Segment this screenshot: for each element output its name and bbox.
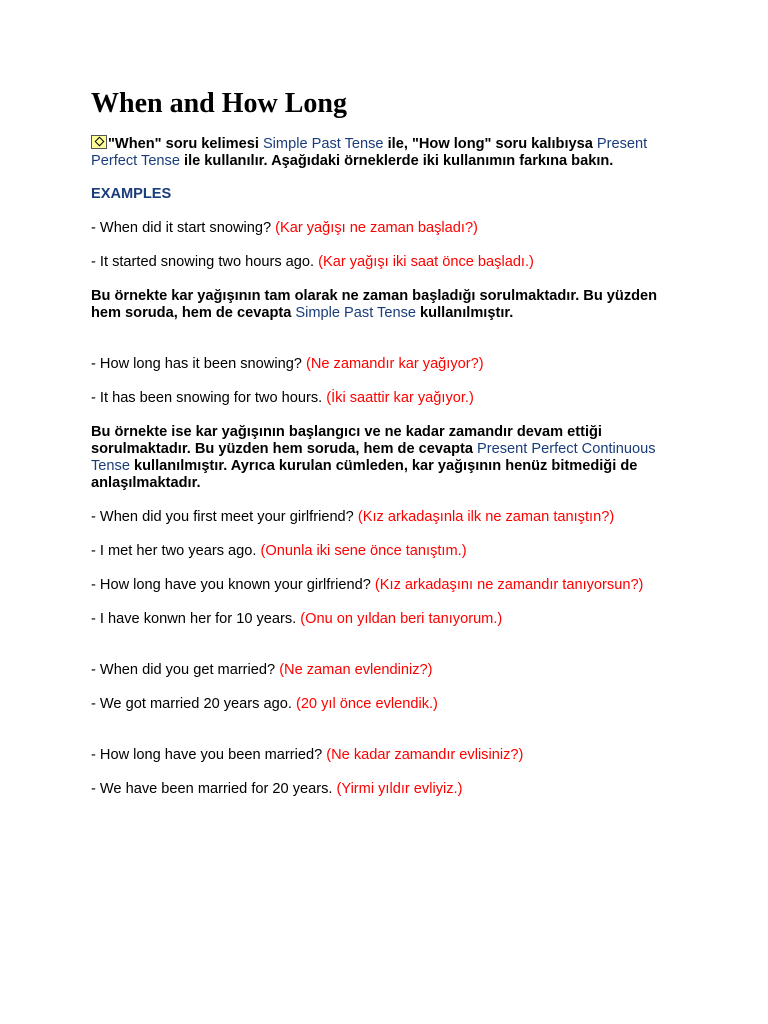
example-english: - When did it start snowing?	[91, 220, 276, 236]
example-line	[91, 509, 691, 526]
explanation-text-2: kullanılmıştır.	[416, 305, 514, 321]
example-turkish: (Kar yağışı iki saat önce başladı.)	[318, 254, 534, 270]
example-turkish: (20 yıl önce evlendik.)	[295, 696, 438, 712]
example-turkish: (Kar yağışı ne zaman başladı?)	[275, 220, 478, 236]
example-english: - When did you first meet your girlfriend?	[91, 509, 358, 525]
example-line	[91, 577, 691, 594]
example-english: - It has been snowing for two hours.	[91, 390, 327, 406]
example-line	[91, 220, 691, 237]
example-turkish: (Ne zaman evlendiniz?)	[279, 662, 433, 678]
example-turkish: (Onu on yıldan beri tanıyorum.)	[300, 611, 503, 627]
example-english: - How long have you known your girlfriend?	[91, 577, 375, 593]
example-turkish: (Yirmi yıldır evliyiz.)	[336, 781, 463, 797]
explanation-paragraph	[91, 288, 691, 322]
example-turkish: (Ne kadar zamandır evlisiniz?)	[326, 747, 524, 763]
example-english: - We got married 20 years ago.	[91, 696, 296, 712]
example-line	[91, 611, 691, 628]
explanation-term: Present Perfect Continuous Tense	[91, 441, 656, 474]
example-english: - How long have you been married?	[91, 747, 327, 763]
example-line	[91, 356, 691, 373]
examples-heading: EXAMPLES	[91, 186, 172, 202]
example-english: - I have konwn her for 10 years.	[91, 611, 301, 627]
example-turkish: (Kız arkadaşını ne zamandır tanıyorsun?)	[374, 577, 644, 593]
example-line	[91, 747, 691, 764]
page-title: When and How Long	[91, 88, 347, 119]
example-line	[91, 662, 691, 679]
example-english: - How long has it been snowing?	[91, 356, 306, 372]
explanation-term: Simple Past Tense	[295, 305, 416, 321]
explanation-text-2: kullanılmıştır. Ayrıca kurulan cümleden, kar yağışının henüz bitmediği de anlaşılmaktadır.	[91, 458, 638, 491]
example-turkish: (Onunla iki sene önce tanıştım.)	[260, 543, 467, 559]
intro-paragraph	[91, 135, 691, 170]
explanation-paragraph	[91, 424, 691, 492]
intro-text-2: ile, "How long" soru kalıbıysa	[383, 136, 597, 152]
example-line	[91, 390, 691, 407]
example-line	[91, 696, 691, 713]
intro-text-1: "When" soru kelimesi	[108, 136, 263, 152]
note-icon	[91, 135, 107, 149]
intro-term-present-perfect: Present Perfect Tense	[91, 136, 648, 169]
intro-text-3: ile kullanılır. Aşağıdaki örneklerde iki kullanımın farkına bakın.	[179, 153, 614, 169]
example-line	[91, 543, 691, 560]
example-english: - I met her two years ago.	[91, 543, 261, 559]
example-turkish: (İki saattir kar yağıyor.)	[326, 390, 474, 406]
example-english: - When did you get married?	[91, 662, 280, 678]
example-english: - It started snowing two hours ago.	[91, 254, 319, 270]
example-english: - We have been married for 20 years.	[91, 781, 337, 797]
example-line	[91, 254, 691, 271]
example-line	[91, 781, 691, 798]
explanation-text-1: Bu örnekte kar yağışının tam olarak ne zaman başladığı sorulmaktadır. Bu yüzden hem soruda, hem de cevapta	[91, 288, 658, 321]
example-turkish: (Ne zamandır kar yağıyor?)	[305, 356, 484, 372]
document-page	[91, 86, 691, 798]
example-turkish: (Kız arkadaşınla ilk ne zaman tanıştın?)	[357, 509, 615, 525]
explanation-text-1: Bu örnekte ise kar yağışının başlangıcı ve ne kadar zamandır devam ettiği sorulmaktadır. Bu yüzden hem soruda, hem de cevapta	[91, 424, 602, 457]
intro-term-simple-past: Simple Past Tense	[262, 136, 384, 152]
